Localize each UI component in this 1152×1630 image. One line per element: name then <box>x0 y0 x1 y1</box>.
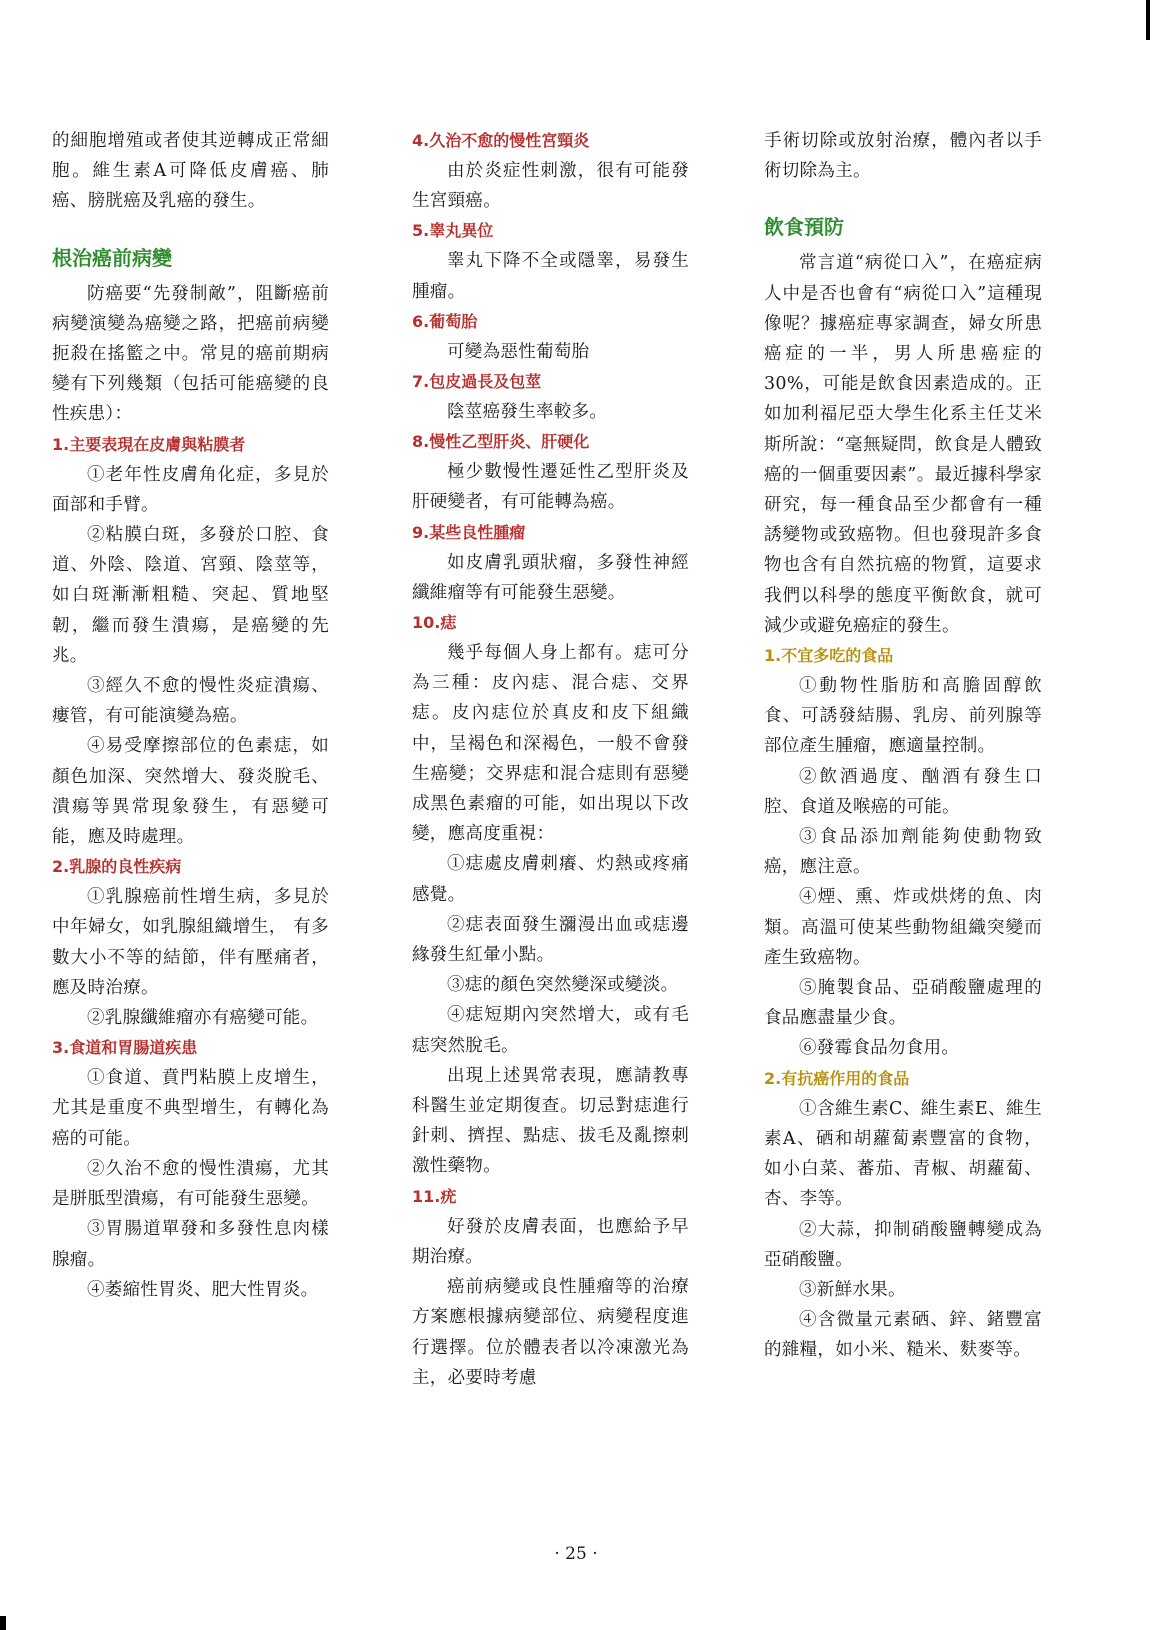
section-heading-diet: 飲食預防 <box>764 215 844 240</box>
list-item: ②粘膜白斑，多發於口腔、食道、外陰、陰道、宮頸、陰莖等，如白斑漸漸粗糙、突起、質地堅韌，繼而發生潰瘍，是癌變的先兆。 <box>52 525 329 666</box>
list-item: ③胃腸道單發和多發性息肉樣腺瘤。 <box>52 1219 329 1270</box>
list-item: ③經久不愈的慢性炎症潰瘍、瘻管，有可能演變為癌。 <box>52 676 329 727</box>
subheading-anticancer-foods: 2.有抗癌作用的食品 <box>764 1068 910 1088</box>
list-item: ④易受摩擦部位的色素痣，如顏色加深、突然增大、發炎脫毛、潰瘍等異常現象發生，有惡變可能，應及時處理。 <box>52 736 329 848</box>
subheading-cervicitis: 4.久治不愈的慢性宮頸炎 <box>412 131 590 150</box>
paragraph: 睾丸下降不全或隱睾，易發生腫瘤。 <box>412 251 689 302</box>
column-left <box>52 126 329 1305</box>
list-item: ④煙、熏、炸或烘烤的魚、肉類。高溫可使某些動物組織突變而產生致癌物。 <box>764 887 1042 968</box>
subheading-nevus: 10.痣 <box>412 613 457 633</box>
subheading-benign-tumor: 9.某些良性腫瘤 <box>412 522 526 542</box>
list-item: ⑤腌製食品、亞硝酸鹽處理的食品應盡量少食。 <box>764 978 1042 1029</box>
paragraph: 手術切除或放射治療，體內者以手術切除為主。 <box>764 131 1042 182</box>
list-item: ③痣的顏色突然變深或變淡。 <box>447 975 679 996</box>
list-item: ①動物性脂肪和高膽固醇飲食、可誘發結腸、乳房、前列腺等部位產生腫瘤，應適量控制。 <box>764 676 1042 757</box>
paragraph: 的細胞增殖或者使其逆轉成正常細胞。維生素A可降低皮膚癌、肺癌、膀胱癌及乳癌的發生。 <box>52 131 329 212</box>
subheading-skin-mucosa: 1.主要表現在皮膚與粘膜者 <box>52 434 246 454</box>
column-right <box>764 126 1042 1366</box>
list-item: ④含微量元素硒、鋅、鍺豐富的雜糧，如小米、糙米、麩麥等。 <box>764 1310 1042 1361</box>
paragraph: 防癌要“先發制敵”，阻斷癌前病變演變為癌變之路，把癌前病變扼殺在搖籃之中。常見的癌前期病變有下列幾類（包括可能癌變的良性疾患）： <box>52 283 329 425</box>
column-middle <box>412 126 689 1393</box>
list-item: ②痣表面發生瀰漫出血或痣邊緣發生紅暈小點。 <box>412 914 689 966</box>
scan-edge-mark <box>0 1616 6 1630</box>
list-item: ④痣短期內突然增大，或有毛痣突然脫毛。 <box>412 1005 689 1056</box>
paragraph: 癌前病變或良性腫瘤等的治療方案應根據病變部位、病變程度進行選擇。位於體表者以冷凍激光為主，必要時考慮 <box>412 1277 689 1388</box>
subheading-digestive: 3.食道和胃腸道疾患 <box>52 1038 198 1058</box>
list-item: ①老年性皮膚角化症，多見於面部和手臂。 <box>52 464 329 515</box>
paragraph: 由於炎症性刺激，很有可能發生宮頸癌。 <box>412 161 689 212</box>
paragraph: 常言道“病從口入”，在癌症病人中是否也會有“病從口入”這種現像呢？據癌症專家調查，婦女所患癌症的一半，男人所患癌症的30%，可能是飲食因素造成的。正如加利福尼亞大學生化系主任艾米斯所說：“毫無疑問，飲食是人體致癌的一個重要因素”。最近據科學家研究，每一種食品至少都會有一種誘變物或致癌物。但也發現許多食物也含有自然抗癌的物質，這要求我們以科學的態度平衡飲食，就可減少或避免癌症的發生。 <box>764 253 1042 636</box>
scan-edge-mark <box>1146 0 1150 40</box>
subheading-phimosis: 7.包皮過長及包莖 <box>412 372 542 392</box>
subheading-avoid-foods: 1.不宜多吃的食品 <box>764 646 894 666</box>
subheading-breast: 2.乳腺的良性疾病 <box>52 857 182 877</box>
paragraph: 可變為惡性葡萄胎 <box>447 341 590 362</box>
list-item: ①食道、賁門粘膜上皮增生，尤其是重度不典型增生，有轉化為癌的可能。 <box>52 1068 329 1149</box>
list-item: ①痣處皮膚刺癢、灼熱或疼痛感覺。 <box>412 854 689 905</box>
page-number: · 25 · <box>554 1544 598 1564</box>
paragraph: 幾乎每個人身上都有。痣可分為三種：皮內痣、混合痣、交界痣。皮內痣位於真皮和皮下組織中，呈褐色和深褐色，一般不會發生癌變；交界痣和混合痣則有惡變成黑色素瘤的可能，如出現以下改變，應高度重視： <box>412 643 689 845</box>
paragraph: 如皮膚乳頭狀瘤，多發性神經纖維瘤等有可能發生惡變。 <box>412 552 689 603</box>
list-item: ②大蒜，抑制硝酸鹽轉變成為亞硝酸鹽。 <box>764 1219 1042 1270</box>
list-item: ③新鮮水果。 <box>799 1279 906 1300</box>
list-item: ②乳腺纖維瘤亦有癌變可能。 <box>87 1008 319 1029</box>
list-item: ②飲酒過度、酗酒有發生口腔、食道及喉癌的可能。 <box>764 766 1042 817</box>
paragraph: 陰莖癌發生率較多。 <box>447 402 608 423</box>
subheading-hepatitis: 8.慢性乙型肝炎、肝硬化 <box>412 432 590 452</box>
paragraph: 好發於皮膚表面，也應給予早期治療。 <box>412 1216 689 1267</box>
list-item: ①乳腺癌前性增生病，多見於中年婦女，如乳腺組織增生， 有多數大小不等的結節，伴有壓痛者，應及時治療。 <box>52 887 329 998</box>
subheading-wart: 11.疣 <box>412 1186 457 1206</box>
list-item: ②久治不愈的慢性潰瘍，尤其是胼胝型潰瘍，有可能發生惡變。 <box>52 1158 329 1210</box>
list-item: ④萎縮性胃炎、肥大性胃炎。 <box>87 1279 319 1300</box>
paragraph: 出現上述異常表現，應請教專科醫生並定期復查。切忌對痣進行針刺、擠捏、點痣、拔毛及亂擦刺激性藥物。 <box>412 1065 689 1177</box>
subheading-testis: 5.睾丸異位 <box>412 221 494 241</box>
list-item: ①含維生素C、維生素E、維生素A、硒和胡蘿蔔素豐富的食物，如小白菜、蕃茄、青椒、胡蘿蔔、杏、李等。 <box>764 1098 1042 1210</box>
paragraph: 極少數慢性遷延性乙型肝炎及肝硬變者，有可能轉為癌。 <box>412 462 689 513</box>
list-item: ③食品添加劑能夠使動物致癌，應注意。 <box>764 827 1042 878</box>
list-item: ⑥發霉食品勿食用。 <box>799 1038 960 1059</box>
section-heading-precancer: 根治癌前病變 <box>52 245 172 270</box>
subheading-mole-pregnancy: 6.葡萄胎 <box>412 311 478 331</box>
